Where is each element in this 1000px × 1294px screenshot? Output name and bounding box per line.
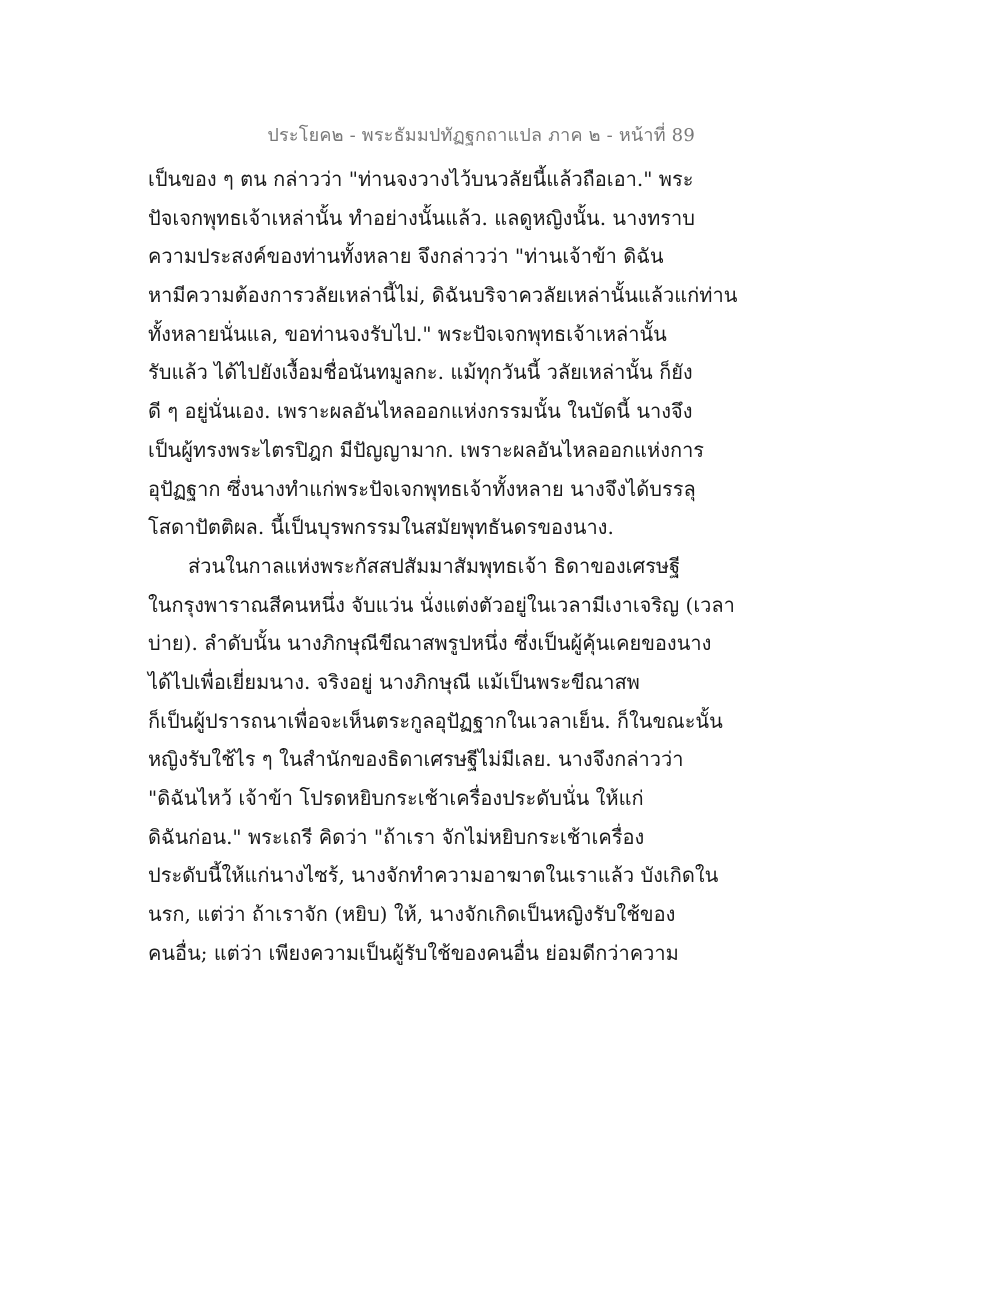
text-line: รับแล้ว ได้ไปยังเงื้อมชื่อนันทมูลกะ. แม้ทุกวันนี้ วลัยเหล่านั้น ก็ยัง [148,360,693,385]
text-line: ดิฉันก่อน." พระเถรี คิดว่า "ถ้าเรา จักไม่หยิบกระเช้าเครื่อง [148,824,645,849]
text-line: "ดิฉันไหว้ เจ้าข้า โปรดหยิบกระเช้าเครื่องประดับนั่น ให้แก่ [148,786,644,810]
text-line: ปัจเจกพุทธเจ้าเหล่านั้น ทำอย่างนั้นแล้ว. แลดูหญิงนั้น. นางทราบ [148,205,695,230]
text-line: หามีความต้องการวลัยเหล่านี้ไม่, ดิฉันบริจาควลัยเหล่านั้นแล้วแก่ท่าน [148,283,738,308]
text-line: ความประสงค์ของท่านทั้งหลาย จึงกล่าวว่า "ท่านเจ้าข้า ดิฉัน [148,244,664,269]
text-line: บ่าย). ลำดับนั้น นางภิกษุณีขีณาสพรูปหนึ่ง ซึ่งเป็นผู้คุ้นเคยของนาง [148,631,712,656]
text-line: ดี ๆ อยู่นั่นเอง. เพราะผลอันไหลออกแห่งกรรมนั้น ในบัดนี้ นางจึง [148,399,693,424]
page-header: ประโยค๒ - พระธัมมปทัฏฐกถาแปล ภาค ๒ - หน้าที่ 89 [267,125,695,146]
text-line: ส่วนในกาลแห่งพระกัสสปสัมมาสัมพุทธเจ้า ธิดาของเศรษฐี [188,553,681,578]
text-line: ก็เป็นผู้ปรารถนาเพื่อจะเห็นตระกูลอุปัฏฐากในเวลาเย็น. ก็ในขณะนั้น [148,708,723,733]
body-text [148,160,738,972]
text-line: ได้ไปเพื่อเยี่ยมนาง. จริงอยู่ นางภิกษุณี แม้เป็นพระขีณาสพ [148,669,640,694]
text-line: ทั้งหลายนั่นแล, ขอท่านจงรับไป." พระปัจเจกพุทธเจ้าเหล่านั้น [148,321,667,346]
text-line: โสดาปัตติผล. นี้เป็นบุรพกรรมในสมัยพุทธันดรของนาง. [148,515,614,540]
text-line: ประดับนี้ให้แก่นางไซร้, นางจักทำความอาฆาตในเราแล้ว บังเกิดใน [148,863,719,888]
paragraph-2 [148,547,735,973]
text-line: เป็นผู้ทรงพระไตรปิฎก มีปัญญามาก. เพราะผลอันไหลออกแห่งการ [148,437,705,462]
text-line: เป็นของ ๆ ตน กล่าวว่า "ท่านจงวางไว้บนวลัยนี้แล้วถือเอา." พระ [148,167,694,191]
text-line: ในกรุงพาราณสีคนหนึ่ง จับแว่น นั่งแต่งตัวอยู่ในเวลามีเงาเจริญ (เวลา [148,592,735,617]
text-line: หญิงรับใช้ไร ๆ ในสำนักของธิดาเศรษฐีไม่มีเลย. นางจึงกล่าวว่า [148,747,684,772]
text-line: อุปัฏฐาก ซึ่งนางทำแก่พระปัจเจกพุทธเจ้าทั้งหลาย นางจึงได้บรรลุ [148,476,696,501]
text-line: นรก, แต่ว่า ถ้าเราจัก (หยิบ) ให้, นางจักเกิดเป็นหญิงรับใช้ของ [148,902,676,927]
text-line: คนอื่น; แต่ว่า เพียงความเป็นผู้รับใช้ของคนอื่น ย่อมดีกว่าความ [148,940,679,965]
paragraph-1 [148,160,738,547]
